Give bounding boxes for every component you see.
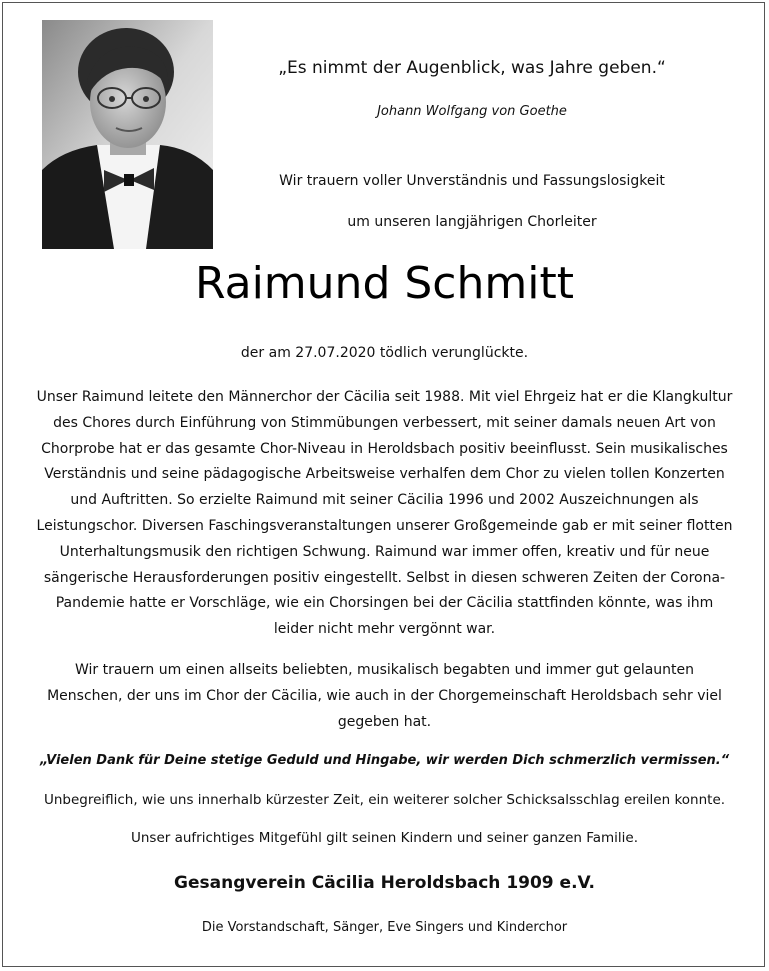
portrait-photo [42, 20, 213, 249]
paragraph-line: sängerische Herausforderungen positiv eingestellt. Selbst in diesen schweren Zeiten der Corona- [43, 569, 726, 586]
sympathy-line: Unser aufrichtiges Mitgefühl gilt seinen Kindern und seiner ganzen Familie. [130, 830, 639, 846]
goethe-quote: „Es nimmt der Augenblick, was Jahre geben.“ [278, 58, 666, 78]
board-signature: Die Vorstandschaft, Sänger, Eve Singers und Kinderchor [201, 920, 568, 935]
paragraph-line: Menschen, der uns im Chor der Cäcilia, wie auch in der Chorgemeinschaft Heroldsbach sehr viel [47, 687, 722, 704]
mourning-line-1: Wir trauern voller Unverständnis und Fassungslosigkeit [279, 173, 665, 189]
paragraph-line: Pandemie hatte er Vorschläge, wie ein Chorsingen bei der Cäcilia stattfinden könnte, was ihm [55, 595, 714, 612]
mourning-line-2: um unseren langjährigen Chorleiter [347, 214, 597, 230]
unbegreiflich-line: Unbegreiflich, wie uns innerhalb kürzester Zeit, ein weiterer solcher Schicksalsschlag ereilen konnte. [43, 792, 726, 808]
paragraph-line: leider nicht mehr vergönnt war. [273, 621, 496, 638]
paragraph-line: Leistungschor. Diversen Faschingsveranstaltungen unserer Großgemeinde gab er mit seiner flotten [36, 517, 733, 534]
quote-author: Johann Wolfgang von Goethe [377, 104, 567, 119]
paragraph-line: Wir trauern um einen allseits beliebten, musikalisch begabten und immer gut gelaunten [74, 662, 695, 678]
paragraph-line: und Auftritten. So erzielte Raimund mit seiner Cäcilia 1996 und 2002 Auszeichnungen als [70, 492, 699, 509]
thanks-quote: „Vielen Dank für Deine stetige Geduld und Hingabe, wir werden Dich schmerzlich vermissen.“ [39, 753, 730, 768]
paragraph-line: gegeben hat. [337, 713, 432, 730]
paragraph-line: des Chores durch Einführung von Stimmübungen verbessert, mit seiner damals neuen Art von [53, 414, 716, 431]
death-notice: der am 27.07.2020 tödlich verunglückte. [240, 345, 529, 361]
mourning-paragraph [10, 658, 759, 735]
deceased-name: Raimund Schmitt [195, 258, 574, 309]
paragraph-line: Unser Raimund leitete den Männerchor der Cäcilia seit 1988. Mit viel Ehrgeiz hat er die Klangkultur [36, 389, 733, 405]
paragraph-line: Unterhaltungsmusik den richtigen Schwung. Raimund war immer offen, kreativ und für neue [59, 543, 710, 560]
paragraph-line: Chorprobe hat er das gesamte Chor-Niveau in Heroldsbach positiv beeinflusst. Sein musikalisches [41, 440, 728, 457]
paragraph-line: Verständnis und seine pädagogische Arbeitsweise verhalfen dem Chor zu vielen tollen Konzerten [44, 466, 725, 483]
club-name: Gesangverein Cäcilia Heroldsbach 1909 e.V. [174, 873, 595, 893]
tribute-paragraph [10, 385, 759, 643]
